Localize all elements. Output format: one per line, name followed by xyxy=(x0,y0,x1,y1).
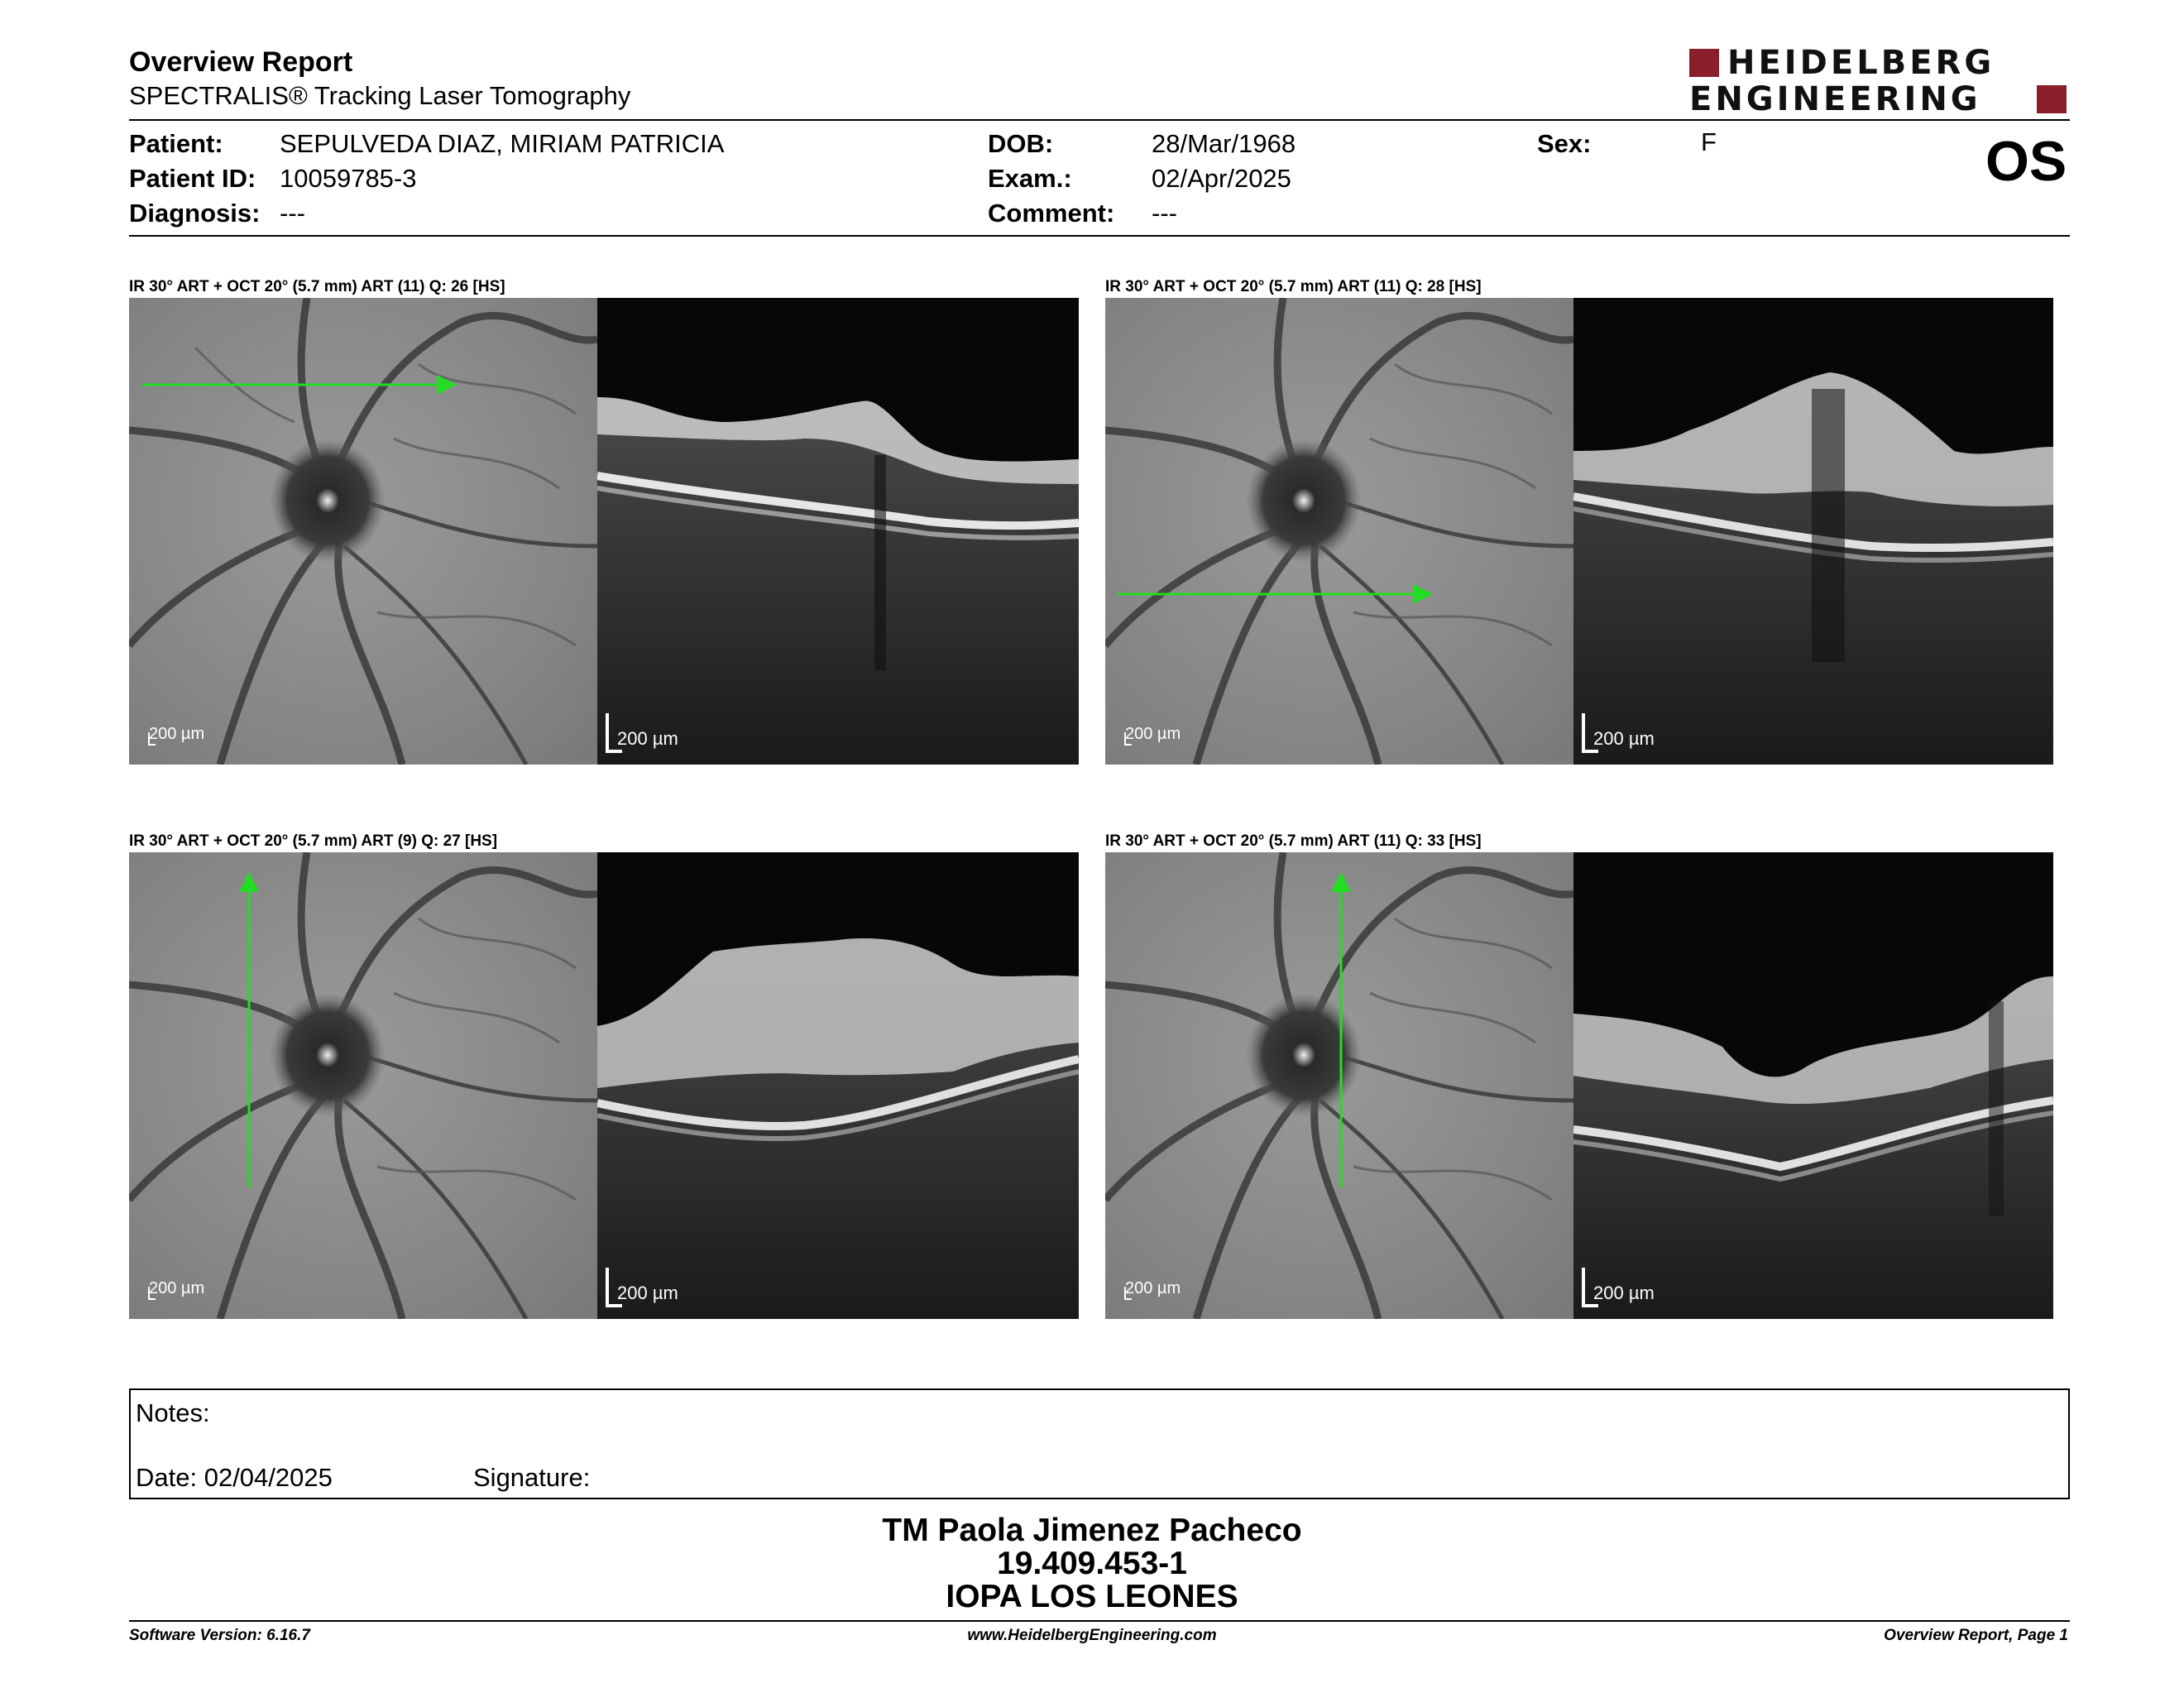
ir-fundus-image xyxy=(1105,852,1573,1319)
patient-divider xyxy=(129,235,2070,237)
fundus-scale-label: 200 µm xyxy=(149,725,205,743)
logo-red-square-icon xyxy=(1689,49,1719,77)
ir-fundus-image xyxy=(129,298,597,765)
fundus-scale-label: 200 µm xyxy=(149,1279,205,1297)
report-subtitle: SPECTRALIS® Tracking Laser Tomography xyxy=(129,81,631,110)
oct-scale-label: 200 µm xyxy=(617,728,678,749)
comment-value: --- xyxy=(1152,199,1177,228)
logo-line2: ENGINEERING xyxy=(1689,80,1981,118)
oct-scale-label: 200 µm xyxy=(617,1283,678,1303)
oct-bscan-image xyxy=(597,852,1079,1319)
panel-caption: IR 30° ART + OCT 20° (5.7 mm) ART (9) Q: 27 [HS] xyxy=(129,832,498,850)
logo-line1: HEIDELBERG xyxy=(1727,44,1995,82)
operator-institution: IOPA LOS LEONES xyxy=(946,1579,1238,1614)
panel-caption: IR 30° ART + OCT 20° (5.7 mm) ART (11) Q: 33 [HS] xyxy=(1105,832,1482,850)
exam-value: 02/Apr/2025 xyxy=(1152,164,1291,193)
report-title: Overview Report xyxy=(129,46,353,78)
exam-label: Exam.: xyxy=(988,164,1072,193)
ir-fundus-image xyxy=(129,852,597,1319)
logo-red-square-icon xyxy=(2037,85,2067,113)
operator-id: 19.409.453-1 xyxy=(997,1546,1187,1581)
dob-label: DOB: xyxy=(988,129,1054,158)
diagnosis-label: Diagnosis: xyxy=(129,199,261,228)
diagnosis-value: --- xyxy=(280,199,305,228)
notes-label: Notes: xyxy=(136,1398,210,1427)
page-label: Overview Report, Page 1 xyxy=(1884,1627,2068,1644)
comment-label: Comment: xyxy=(988,199,1115,228)
dob-value: 28/Mar/1968 xyxy=(1152,129,1296,158)
oct-bscan-image xyxy=(1573,852,2053,1319)
operator-name: TM Paola Jimenez Pacheco xyxy=(882,1513,1302,1548)
oct-bscan-image xyxy=(597,298,1079,765)
sex-label: Sex: xyxy=(1537,129,1592,158)
heidelberg-logo xyxy=(1689,46,2070,116)
fundus-scale-label: 200 µm xyxy=(1125,1279,1181,1297)
patient-name: SEPULVEDA DIAZ, MIRIAM PATRICIA xyxy=(280,129,725,158)
signature-label: Signature: xyxy=(473,1463,591,1492)
date-label: Date: 02/04/2025 xyxy=(136,1463,333,1492)
oct-scale-label: 200 µm xyxy=(1593,728,1655,749)
patient-id: 10059785-3 xyxy=(280,164,417,193)
patient-id-label: Patient ID: xyxy=(129,164,256,193)
panel-caption: IR 30° ART + OCT 20° (5.7 mm) ART (11) Q: 28 [HS] xyxy=(1105,278,1482,295)
notes-box xyxy=(129,1388,2070,1499)
ir-fundus-image xyxy=(1105,298,1573,765)
eye-indicator: OS xyxy=(1985,130,2067,193)
oct-scale-label: 200 µm xyxy=(1593,1283,1655,1303)
panel-caption: IR 30° ART + OCT 20° (5.7 mm) ART (11) Q: 26 [HS] xyxy=(129,278,505,295)
oct-bscan-image xyxy=(1573,298,2053,765)
footer-divider xyxy=(129,1620,2070,1622)
website-link[interactable]: www.HeidelbergEngineering.com xyxy=(967,1627,1217,1644)
software-version: Software Version: 6.16.7 xyxy=(129,1627,310,1644)
patient-label: Patient: xyxy=(129,129,223,158)
sex-value: F xyxy=(1701,127,1717,156)
fundus-scale-label: 200 µm xyxy=(1125,725,1181,743)
header-divider xyxy=(129,119,2070,121)
